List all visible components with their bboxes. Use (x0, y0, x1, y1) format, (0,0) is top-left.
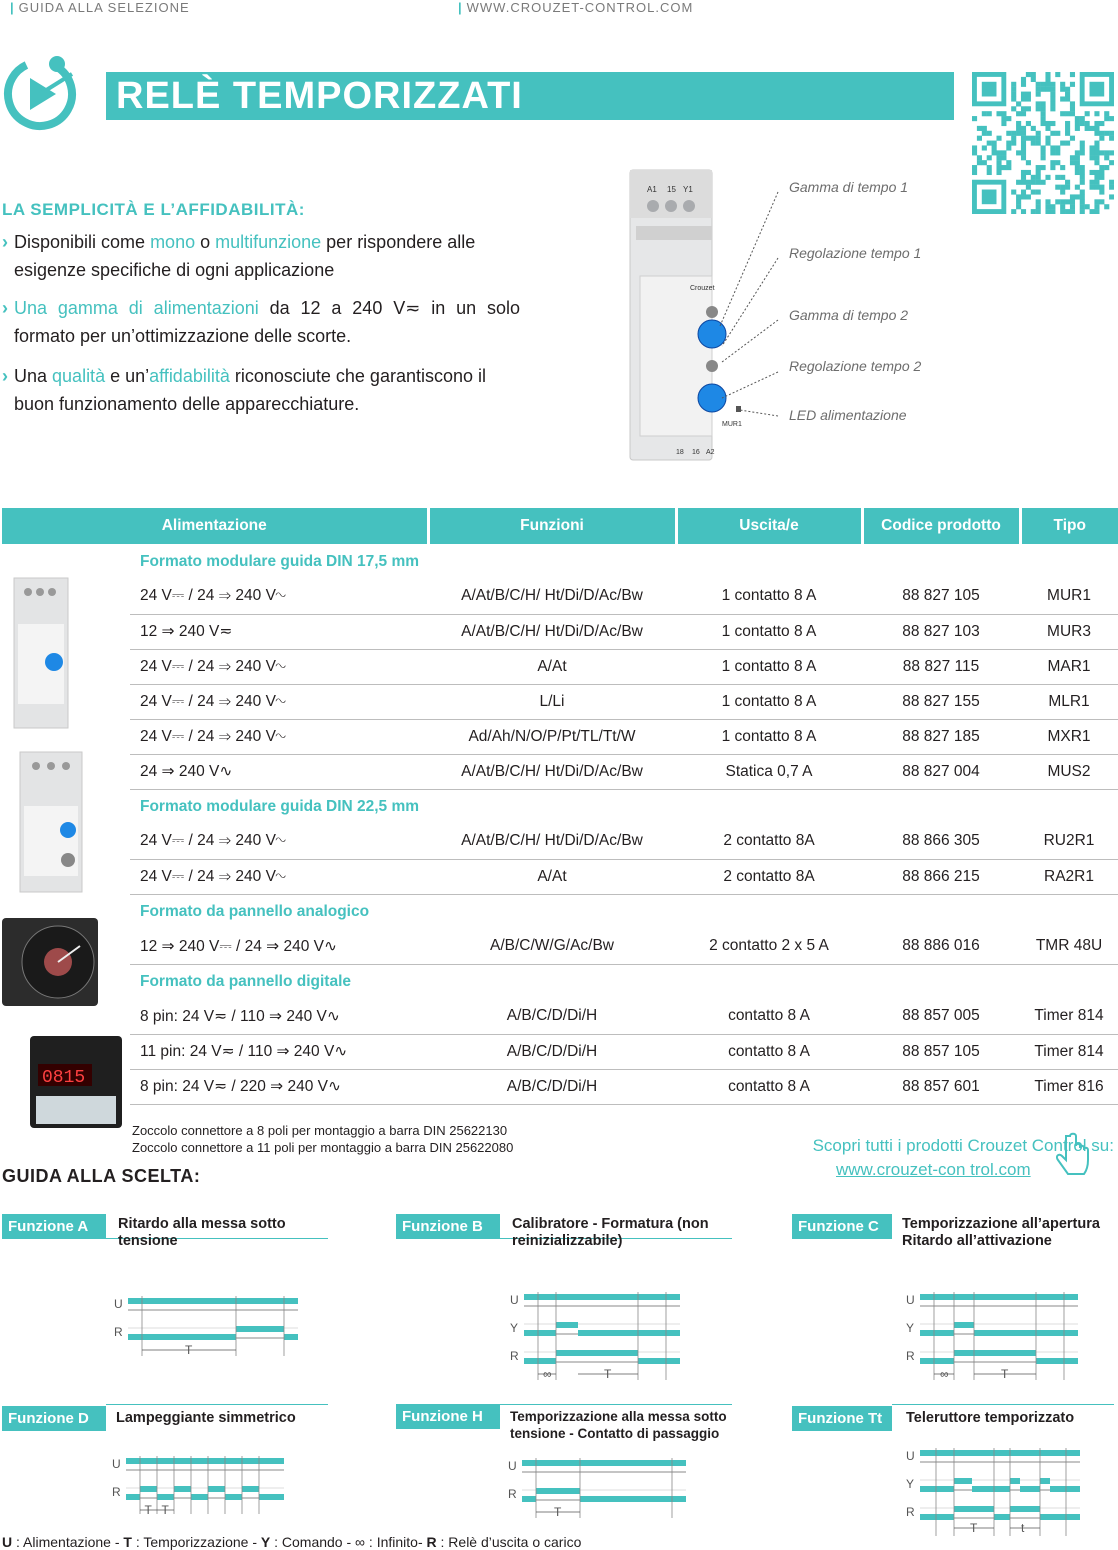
code-cell: 88 827 155 (862, 684, 1020, 719)
ftt-u-seg (920, 1450, 936, 1456)
fh-u-label: U (508, 1459, 517, 1473)
fh-u-seg (522, 1460, 536, 1466)
ftt-y-seg (920, 1486, 954, 1492)
fh-r-seg (536, 1488, 580, 1494)
output-cell: 1 contatto 8 A (676, 614, 862, 649)
ftt-t-text: T (970, 1521, 978, 1535)
callout-adjust-2: Regolazione tempo 2 (789, 358, 922, 374)
function-b-desc: Calibratore - Formatura (non reinizializzabile) (512, 1216, 709, 1249)
type-cell: RU2R1 (1020, 824, 1118, 859)
output-cell: 1 contatto 8 A (676, 579, 862, 614)
fd-r-seg (225, 1494, 242, 1500)
code-cell: 88 827 105 (862, 579, 1020, 614)
output-cell: 2 contatto 8A (676, 824, 862, 859)
section-title: Formato da pannello digitale (140, 972, 351, 990)
website-link[interactable]: www.crouzet-con trol.com (836, 1160, 1031, 1179)
fd-u-seg (126, 1458, 140, 1464)
fa-r-seg (128, 1334, 236, 1340)
ftt-r-label: R (906, 1505, 915, 1519)
fh-r-label: R (508, 1487, 517, 1501)
function-d-desc: Lampeggiante simmetrico (116, 1410, 296, 1426)
functions-cell: A/At/B/C/H/ Ht/Di/D/Ac/Bw (428, 614, 676, 649)
code-cell: 88 827 185 (862, 719, 1020, 754)
fb-inf-text: ∞ (543, 1367, 552, 1381)
power-cell: 8 pin: 24 V≂ / 220 ⇒ 240 V∿ (130, 1069, 428, 1104)
page-title: RELÈ TEMPORIZZATI (106, 72, 954, 120)
function-b-label: Funzione B (396, 1214, 500, 1239)
function-d-label: Funzione D (2, 1406, 106, 1431)
fd-r-seg (208, 1486, 225, 1492)
function-a-label: Funzione A (2, 1214, 106, 1239)
fd-r-seg (140, 1486, 157, 1492)
fd-r-seg (242, 1486, 259, 1492)
terminal-a2: A2 (706, 449, 715, 456)
type-cell: MAR1 (1020, 649, 1118, 684)
fb-r-seg (638, 1358, 680, 1364)
code-cell: 88 857 005 (862, 999, 1020, 1034)
fh-r-seg (522, 1496, 536, 1502)
device-model: MUR1 (722, 421, 742, 428)
fh-r-seg (672, 1496, 686, 1502)
type-cell: RA2R1 (1020, 859, 1118, 894)
ftt-u-seg (1066, 1450, 1080, 1456)
code-cell: 88 866 215 (862, 859, 1020, 894)
functions-cell: Ad/Ah/N/O/P/Pt/TL/Tt/W (428, 719, 676, 754)
fd-r-seg (270, 1494, 284, 1500)
fb-u-seg (666, 1294, 680, 1300)
fc-u-label: U (906, 1293, 915, 1307)
col-header-outputs: Uscita/e (676, 508, 862, 544)
power-cell: 12 ⇒ 240 V⎓ / 24 ⇒ 240 V∿ (130, 929, 428, 964)
ftt-u-label: U (906, 1449, 915, 1463)
power-cell: 24 V⎓ / 24 ⇒ 240 V∿ (130, 719, 428, 754)
ftt-y-seg (954, 1478, 972, 1484)
ftt-y-seg (1040, 1478, 1050, 1484)
fb-u-seg (524, 1294, 538, 1300)
function-h-desc: Temporizzazione alla messa sotto tensione - Contatto di passaggio (510, 1409, 727, 1441)
type-cell: Timer 814 (1020, 1034, 1118, 1069)
type-cell: Timer 814 (1020, 999, 1118, 1034)
code-cell: 88 827 103 (862, 614, 1020, 649)
digital-display-value: 0815 (42, 1068, 86, 1088)
fh-r-seg (580, 1496, 672, 1502)
fc-inf-text: ∞ (940, 1367, 949, 1381)
power-cell: 12 ⇒ 240 V≂ (130, 614, 428, 649)
code-cell: 88 886 016 (862, 929, 1020, 964)
col-header-code: Codice prodotto (862, 508, 1020, 544)
type-cell: MXR1 (1020, 719, 1118, 754)
functions-cell: L/Li (428, 684, 676, 719)
terminal-18: 18 (676, 449, 684, 456)
fb-y-seg (578, 1330, 680, 1336)
terminal-16: 16 (692, 449, 700, 456)
fc-y-label: Y (906, 1321, 915, 1335)
fd-u-seg (140, 1458, 270, 1464)
type-cell: Timer 816 (1020, 1069, 1118, 1104)
output-cell: 1 contatto 8 A (676, 684, 862, 719)
fb-y-seg (524, 1330, 556, 1336)
fa-u-seg (128, 1298, 142, 1304)
device-brand: Crouzet (690, 285, 715, 292)
power-cell: 24 V⎓ / 24 ⇒ 240 V∿ (130, 684, 428, 719)
fc-y-seg (954, 1322, 974, 1328)
fa-u-seg (142, 1298, 284, 1304)
terminal-a1: A1 (647, 185, 657, 194)
discover-text: Scopri tutti i prodotti Crouzet Control su: (812, 1136, 1114, 1155)
header-right[interactable]: | WWW.CROUZET-CONTROL.COM (458, 0, 694, 15)
col-header-power: Alimentazione (2, 508, 428, 544)
fb-r-label: R (510, 1349, 519, 1363)
functions-cell: A/At/B/C/H/ Ht/Di/D/Ac/Bw (428, 824, 676, 859)
ftt-r-seg (1040, 1514, 1080, 1520)
code-cell: 88 827 004 (862, 754, 1020, 789)
intro-bullet-3: › Una qualità e un’affidabilità riconosciute che garantiscono il buon funzionamento delle apparecchiature. (2, 366, 486, 414)
terminal-15: 15 (667, 185, 676, 194)
output-cell: 2 contatto 8A (676, 859, 862, 894)
output-cell: Statica 0,7 A (676, 754, 862, 789)
fc-r-label: R (906, 1349, 915, 1363)
fb-r-seg (556, 1350, 638, 1356)
fd-r-seg (126, 1494, 140, 1500)
section-title: Formato modulare guida DIN 22,5 mm (140, 797, 420, 815)
output-cell: contatto 8 A (676, 999, 862, 1034)
intro-heading: LA SEMPLICITÀ E L’AFFIDABILITÀ: (2, 200, 305, 219)
fa-r-label: R (114, 1325, 123, 1339)
output-cell: contatto 8 A (676, 1069, 862, 1104)
functions-cell: A/B/C/D/Di/H (428, 1034, 676, 1069)
functions-cell: A/At (428, 649, 676, 684)
socket-note-11: Zoccolo connettore a 11 poli per montaggio a barra DIN 25622080 (132, 1140, 514, 1155)
ftt-u-seg (936, 1450, 1066, 1456)
fa-t-text: T (185, 1343, 193, 1357)
power-cell: 24 ⇒ 240 V∿ (130, 754, 428, 789)
fc-y-seg (920, 1330, 954, 1336)
fa-r-seg (236, 1326, 284, 1332)
fc-r-seg (1036, 1358, 1078, 1364)
fa-u-seg (284, 1298, 298, 1304)
fd-r-seg (191, 1494, 208, 1500)
section-title: Formato modulare guida DIN 17,5 mm (140, 552, 420, 570)
ftt-r-seg (920, 1514, 954, 1520)
fa-u-label: U (114, 1297, 123, 1311)
intro-bullet-1: › Disponibili come mono o multifunzione per rispondere alle esigenze specifiche di ogni applicazione (2, 232, 476, 280)
functions-cell: A/At/B/C/H/ Ht/Di/D/Ac/Bw (428, 754, 676, 789)
function-c-label: Funzione C (792, 1214, 892, 1239)
functions-cell: A/B/C/D/Di/H (428, 1069, 676, 1104)
type-cell: MUR3 (1020, 614, 1118, 649)
power-cell: 24 V⎓ / 24 ⇒ 240 V∿ (130, 579, 428, 614)
type-cell: MUS2 (1020, 754, 1118, 789)
fd-r-label: R (112, 1485, 121, 1499)
callout-range-2: Gamma di tempo 2 (789, 307, 909, 323)
output-cell: 1 contatto 8 A (676, 649, 862, 684)
socket-note-8: Zoccolo connettore a 8 poli per montaggio a barra DIN 25622130 (132, 1123, 508, 1138)
col-header-functions: Funzioni (428, 508, 676, 544)
col-header-type: Tipo (1020, 508, 1118, 544)
fd-t2-text: T (161, 1503, 169, 1517)
power-cell: 11 pin: 24 V≂ / 110 ⇒ 240 V∿ (130, 1034, 428, 1069)
fd-u-label: U (112, 1457, 121, 1471)
fh-u-seg (672, 1460, 686, 1466)
fd-t1-text: T (144, 1503, 152, 1517)
guide-heading: GUIDA ALLA SCELTA: (2, 1166, 201, 1186)
function-c-desc: Temporizzazione all’apertura Ritardo all’attivazione (902, 1216, 1100, 1249)
fa-r-seg (284, 1334, 298, 1340)
fd-r-seg (174, 1486, 191, 1492)
code-cell: 88 866 305 (862, 824, 1020, 859)
functions-cell: A/At/B/C/H/ Ht/Di/D/Ac/Bw (428, 579, 676, 614)
terminal-y1: Y1 (683, 185, 693, 194)
fb-r-seg (524, 1358, 556, 1364)
fb-u-label: U (510, 1293, 519, 1307)
fb-y-seg (556, 1322, 578, 1328)
power-cell: 24 V⎓ / 24 ⇒ 240 V∿ (130, 859, 428, 894)
function-tt-desc: Teleruttore temporizzato (906, 1410, 1075, 1426)
fd-u-seg (270, 1458, 284, 1464)
type-cell: TMR 48U (1020, 929, 1118, 964)
fb-t-text: T (604, 1367, 612, 1381)
section-title: Formato da pannello analogico (140, 902, 370, 920)
fc-r-seg (954, 1350, 1036, 1356)
function-a-desc: Ritardo alla messa sotto tensione (118, 1216, 286, 1249)
legend: U : Alimentazione - T : Temporizzazione - Y : Comando - ∞ : Infinito- R : Relè d’uscita o carico (2, 1534, 582, 1550)
ftt-y-seg (972, 1486, 1010, 1492)
functions-cell: A/B/C/W/G/Ac/Bw (428, 929, 676, 964)
fh-u-seg (536, 1460, 672, 1466)
ftt-tt-text: t (1021, 1521, 1025, 1535)
fh-t-text: T (554, 1505, 562, 1519)
ftt-y-label: Y (906, 1477, 915, 1491)
fd-r-seg (157, 1494, 174, 1500)
fc-t-text: T (1001, 1367, 1009, 1381)
function-h-label: Funzione H (396, 1404, 500, 1429)
code-cell: 88 857 105 (862, 1034, 1020, 1069)
fc-u-seg (934, 1294, 1064, 1300)
function-tt-label: Funzione Tt (792, 1406, 892, 1431)
fb-u-seg (538, 1294, 666, 1300)
callout-range-1: Gamma di tempo 1 (789, 179, 909, 195)
power-cell: 24 V⎓ / 24 ⇒ 240 V∿ (130, 649, 428, 684)
ftt-r-seg (1010, 1506, 1040, 1512)
type-cell: MLR1 (1020, 684, 1118, 719)
ftt-y-seg (1010, 1478, 1020, 1484)
ftt-r-seg (954, 1506, 994, 1512)
type-cell: MUR1 (1020, 579, 1118, 614)
fb-y-label: Y (510, 1321, 519, 1335)
functions-cell: A/B/C/D/Di/H (428, 999, 676, 1034)
code-cell: 88 827 115 (862, 649, 1020, 684)
callout-led: LED alimentazione (789, 407, 907, 423)
output-cell: 2 contatto 2 x 5 A (676, 929, 862, 964)
ftt-r-seg (994, 1514, 1010, 1520)
functions-cell: A/At (428, 859, 676, 894)
fc-u-seg (920, 1294, 934, 1300)
fc-u-seg (1064, 1294, 1078, 1300)
fd-r-seg (259, 1494, 270, 1500)
ftt-y-seg (1020, 1486, 1040, 1492)
callout-adjust-1: Regolazione tempo 1 (789, 245, 922, 261)
code-cell: 88 857 601 (862, 1069, 1020, 1104)
fc-y-seg (974, 1330, 1078, 1336)
header-left: | GUIDA ALLA SELEZIONE (10, 0, 190, 15)
power-cell: 8 pin: 24 V≂ / 110 ⇒ 240 V∿ (130, 999, 428, 1034)
output-cell: contatto 8 A (676, 1034, 862, 1069)
power-cell: 24 V⎓ / 24 ⇒ 240 V∿ (130, 824, 428, 859)
intro-bullet-2: › Una gamma di alimentazioni da 12 a 240 V≂ in un solo formato per un’ottimizzazione delle scorte. (2, 298, 520, 346)
output-cell: 1 contatto 8 A (676, 719, 862, 754)
ftt-y-seg (1050, 1486, 1080, 1492)
fc-r-seg (920, 1358, 954, 1364)
